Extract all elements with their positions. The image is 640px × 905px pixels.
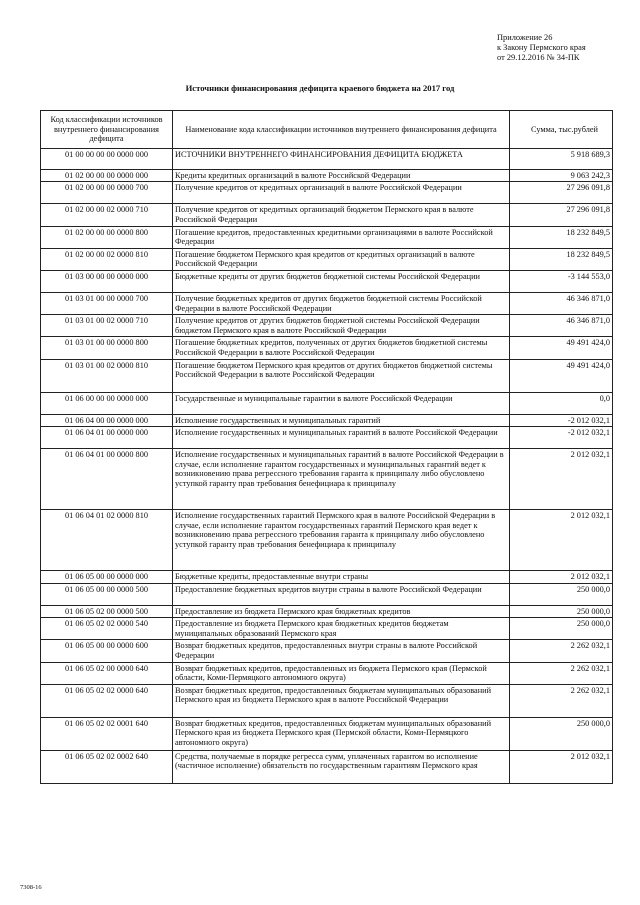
table-row (41, 270, 613, 292)
table-row (41, 571, 613, 584)
header-name: Наименование кода классификации источников внутреннего финансирования дефицита (173, 111, 510, 149)
code-cell: 01 03 01 00 02 0000 710 (41, 315, 173, 337)
name-cell: Получение бюджетных кредитов от других бюджетов бюджетной системы Российской Федерации в валюте Российской Федерации (173, 292, 510, 314)
table-row (41, 618, 613, 640)
name-cell: Возврат бюджетных кредитов, предоставленных бюджетам муниципальных образований Пермского края из бюджета Пермского края (Пермской области, Коми-Пермяцкого автономного округа) (173, 717, 510, 750)
name-cell: Исполнение государственных и муниципальных гарантий в валюте Российской Федерации в случае, если исполнение гарантом государственных и муниципальных гарантий ведет к возникновению права регрессного требования гаранта к принципалу либо обусловлено уступкой гаранту прав требования бенефициара к принципалу (173, 449, 510, 510)
name-cell: Получение кредитов от других бюджетов бюджетной системы Российской Федерации бюджетом Пермского края в валюте Российской Федерации (173, 315, 510, 337)
table-row (41, 292, 613, 314)
amount-cell: 250 000,0 (510, 717, 613, 750)
amount-cell: -2 012 032,1 (510, 414, 613, 427)
table-row (41, 717, 613, 750)
code-cell: 01 03 00 00 00 0000 000 (41, 270, 173, 292)
table-row (41, 684, 613, 717)
amount-cell: -3 144 553,0 (510, 270, 613, 292)
amount-cell: 49 491 424,0 (510, 337, 613, 359)
amount-cell: 27 296 091,8 (510, 182, 613, 204)
table-row (41, 449, 613, 510)
table-header-row (41, 111, 613, 149)
document-title: Источники финансирования дефицита краевого бюджета на 2017 год (185, 83, 455, 93)
header-amount: Сумма, тыс.рублей (510, 111, 613, 149)
name-cell: Предоставление бюджетных кредитов внутри страны в валюте Российской Федерации (173, 583, 510, 605)
name-cell: Бюджетные кредиты, предоставленные внутри страны (173, 571, 510, 584)
name-cell: Получение кредитов от кредитных организаций бюджетом Пермского края в валюте Российской Федерации (173, 204, 510, 226)
table-row (41, 662, 613, 684)
table-row (41, 315, 613, 337)
amount-cell: 2 012 032,1 (510, 750, 613, 783)
amount-cell: 2 012 032,1 (510, 510, 613, 571)
code-cell: 01 06 04 01 02 0000 810 (41, 510, 173, 571)
name-cell: Получение кредитов от кредитных организаций в валюте Российской Федерации (173, 182, 510, 204)
amount-cell: 2 262 032,1 (510, 662, 613, 684)
code-cell: 01 06 04 00 00 0000 000 (41, 414, 173, 427)
deficit-sources-table (40, 110, 613, 784)
amount-cell: 27 296 091,8 (510, 204, 613, 226)
table-row (41, 169, 613, 182)
amount-cell: 5 918 689,3 (510, 148, 613, 169)
amount-cell: 2 262 032,1 (510, 640, 613, 662)
code-cell: 01 02 00 00 00 0000 700 (41, 182, 173, 204)
name-cell: Государственные и муниципальные гарантии в валюте Российской Федерации (173, 392, 510, 414)
code-cell: 01 06 05 02 02 0001 640 (41, 717, 173, 750)
amount-cell: 18 232 849,5 (510, 248, 613, 270)
code-cell: 01 06 04 01 00 0000 000 (41, 427, 173, 449)
table-row (41, 427, 613, 449)
amount-cell: 250 000,0 (510, 583, 613, 605)
code-cell: 01 03 01 00 00 0000 800 (41, 337, 173, 359)
code-cell: 01 00 00 00 00 0000 000 (41, 148, 173, 169)
footer-document-code: 7308-16 (20, 884, 42, 891)
code-cell: 01 06 04 01 00 0000 800 (41, 449, 173, 510)
name-cell: Исполнение государственных и муниципальных гарантий в валюте Российской Федерации (173, 427, 510, 449)
amount-cell: 9 063 242,3 (510, 169, 613, 182)
table-row (41, 359, 613, 392)
code-cell: 01 06 05 02 02 0000 540 (41, 618, 173, 640)
appendix-date: от 29.12.2016 № 34-ПК (497, 53, 580, 62)
table-row (41, 204, 613, 226)
name-cell: Возврат бюджетных кредитов, предоставленных из бюджета Пермского края (Пермской области, Коми-Пермяцкого автономного округа) (173, 662, 510, 684)
header-code: Код классификации источников внутреннего финансирования дефицита (41, 111, 173, 149)
table-row (41, 750, 613, 783)
amount-cell: -2 012 032,1 (510, 427, 613, 449)
name-cell: Погашение кредитов, предоставленных кредитными организациями в валюте Российской Федерации (173, 226, 510, 248)
amount-cell: 2 012 032,1 (510, 571, 613, 584)
name-cell: Возврат бюджетных кредитов, предоставленных внутри страны в валюте Российской Федерации (173, 640, 510, 662)
code-cell: 01 06 05 00 00 0000 000 (41, 571, 173, 584)
code-cell: 01 02 00 00 00 0000 000 (41, 169, 173, 182)
table-row (41, 640, 613, 662)
name-cell: Бюджетные кредиты от других бюджетов бюджетной системы Российской Федерации (173, 270, 510, 292)
name-cell: Кредиты кредитных организаций в валюте Российской Федерации (173, 169, 510, 182)
table-row (41, 392, 613, 414)
name-cell: Средства, получаемые в порядке регресса сумм, уплаченных гарантом во исполнение (частичное исполнение) обязательств по государственным гарантиям Пермского края (173, 750, 510, 783)
code-cell: 01 06 05 02 00 0000 500 (41, 605, 173, 618)
code-cell: 01 06 05 00 00 0000 600 (41, 640, 173, 662)
table-row (41, 605, 613, 618)
code-cell: 01 02 00 00 02 0000 810 (41, 248, 173, 270)
code-cell: 01 02 00 00 00 0000 800 (41, 226, 173, 248)
appendix-number: Приложение 26 (497, 33, 553, 42)
table-row (41, 414, 613, 427)
amount-cell: 2 262 032,1 (510, 684, 613, 717)
code-cell: 01 06 05 02 00 0000 640 (41, 662, 173, 684)
code-cell: 01 06 00 00 00 0000 000 (41, 392, 173, 414)
amount-cell: 18 232 849,5 (510, 226, 613, 248)
code-cell: 01 06 05 02 02 0000 640 (41, 684, 173, 717)
name-cell: Погашение бюджетом Пермского края кредитов от других бюджетов бюджетной системы Российской Федерации в валюте Российской Федерации (173, 359, 510, 392)
name-cell: Предоставление из бюджета Пермского края бюджетных кредитов (173, 605, 510, 618)
name-cell: Погашение бюджетных кредитов, полученных от других бюджетов бюджетной системы Российской Федерации в валюте Российской Федерации (173, 337, 510, 359)
table-row (41, 248, 613, 270)
amount-cell: 0,0 (510, 392, 613, 414)
appendix-law: к Закону Пермского края (497, 43, 586, 52)
code-cell: 01 06 05 00 00 0000 500 (41, 583, 173, 605)
amount-cell: 2 012 032,1 (510, 449, 613, 510)
amount-cell: 46 346 871,0 (510, 292, 613, 314)
name-cell: Предоставление из бюджета Пермского края бюджетных кредитов бюджетам муниципальных образований Пермского края (173, 618, 510, 640)
appendix-reference (497, 33, 586, 63)
name-cell: ИСТОЧНИКИ ВНУТРЕННЕГО ФИНАНСИРОВАНИЯ ДЕФИЦИТА БЮДЖЕТА (173, 148, 510, 169)
amount-cell: 250 000,0 (510, 605, 613, 618)
code-cell: 01 02 00 00 02 0000 710 (41, 204, 173, 226)
code-cell: 01 03 01 00 02 0000 810 (41, 359, 173, 392)
table-row (41, 226, 613, 248)
table-row (41, 510, 613, 571)
name-cell: Исполнение государственных и муниципальных гарантий (173, 414, 510, 427)
name-cell: Погашение бюджетом Пермского края кредитов от кредитных организаций в валюте Российской Федерации (173, 248, 510, 270)
amount-cell: 46 346 871,0 (510, 315, 613, 337)
name-cell: Исполнение государственных гарантий Пермского края в валюте Российской Федерации в случае, если исполнение гарантом государственных гарантий Пермского края ведет к возникновению права регрессного требования гаранта к принципалу либо обусловлено уступкой гаранту прав требования бенефициара к принципалу (173, 510, 510, 571)
table-row (41, 182, 613, 204)
amount-cell: 49 491 424,0 (510, 359, 613, 392)
name-cell: Возврат бюджетных кредитов, предоставленных бюджетам муниципальных образований Пермского края из бюджета Пермского края в валюте Российской Федерации (173, 684, 510, 717)
code-cell: 01 06 05 02 02 0002 640 (41, 750, 173, 783)
table-row (41, 583, 613, 605)
table-row (41, 337, 613, 359)
code-cell: 01 03 01 00 00 0000 700 (41, 292, 173, 314)
table-row (41, 148, 613, 169)
amount-cell: 250 000,0 (510, 618, 613, 640)
